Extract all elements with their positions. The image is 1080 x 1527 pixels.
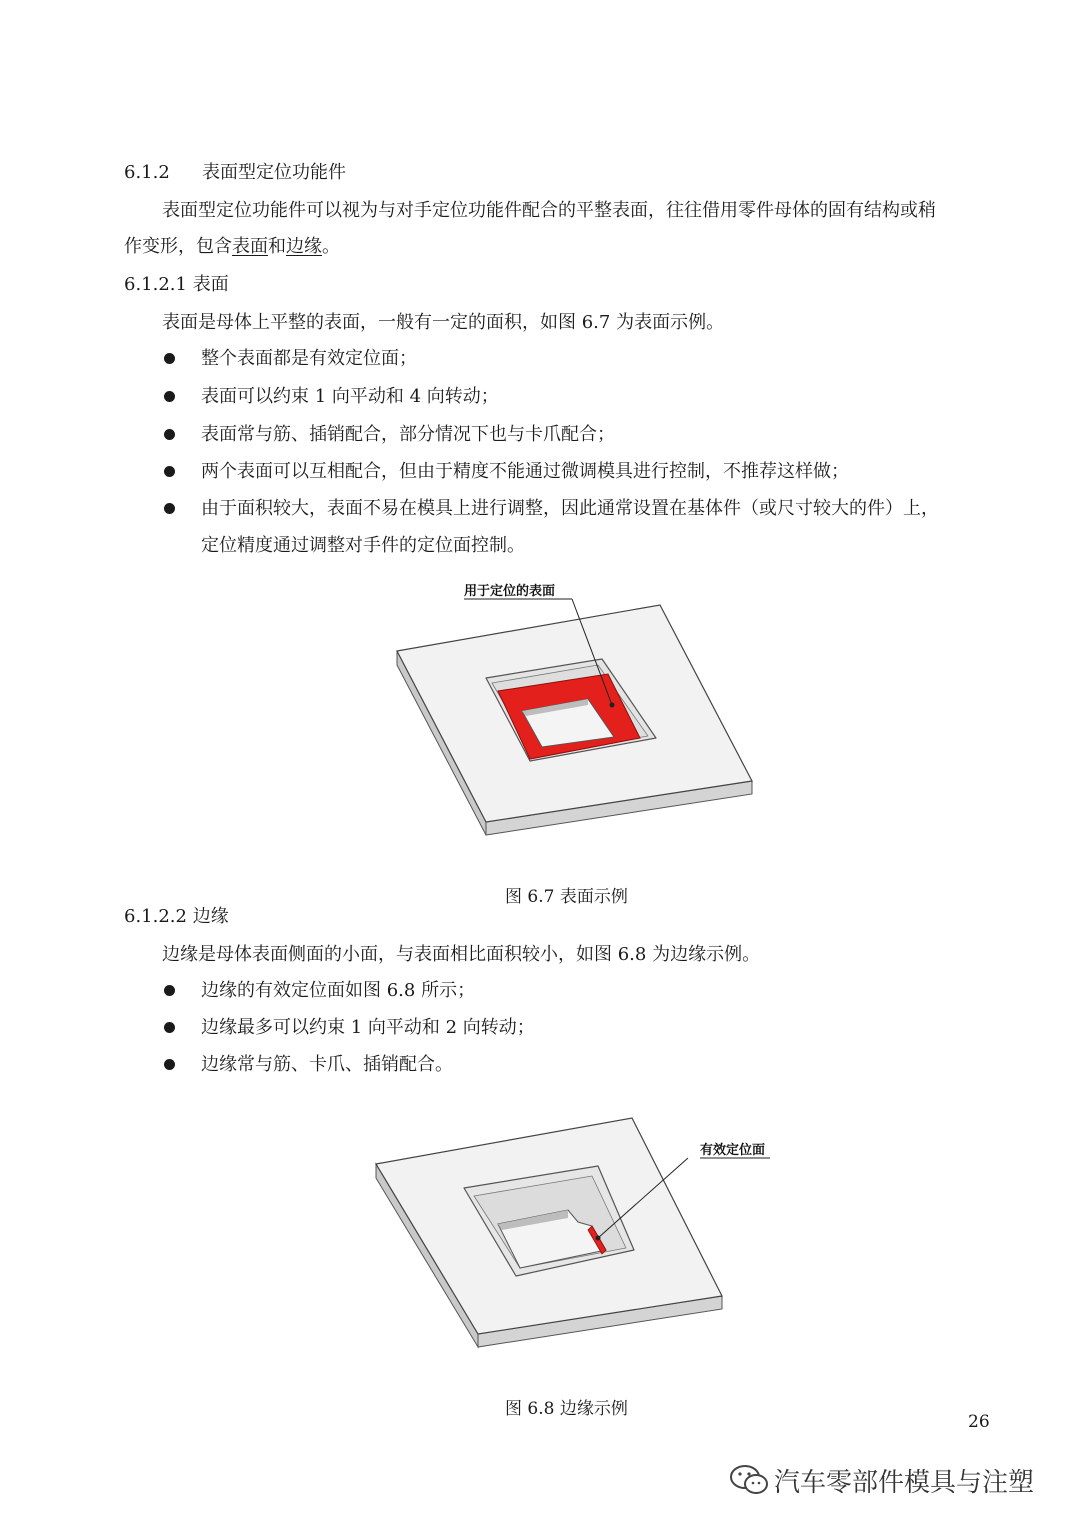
figure-edge-label: 有效定位面: [700, 1143, 766, 1158]
surface-bullet-3: 表面常与筋、插销配合，部分情况下也与卡爪配合；: [201, 424, 615, 445]
link-surface[interactable]: 表面: [232, 236, 268, 257]
surface-bullet-2: 表面可以约束 1 向平动和 4 向转动；: [201, 386, 499, 407]
watermark: [728, 1462, 1058, 1498]
intro-line-2: [124, 234, 340, 260]
link-edge[interactable]: 边缘: [286, 236, 322, 257]
figure-surface-example: [380, 575, 780, 845]
watermark-text: 汽车零部件模具与注塑: [774, 1468, 1035, 1498]
surface-bullet-4: 两个表面可以互相配合，但由于精度不能通过微调模具进行控制，不推荐这样做；: [201, 461, 849, 482]
subsection-surface-heading: 6.1.2.1 表面: [124, 274, 229, 295]
bullet-dot: [164, 391, 175, 402]
figure-caption-6-8: 图 6.8 边缘示例: [505, 1399, 628, 1419]
intro-line-1: 表面型定位功能件可以视为与对手定位功能件配合的平整表面，往往借用零件母体的固有结构或稍: [162, 200, 936, 221]
intro-conjunction: 和: [268, 236, 286, 257]
leader-dot: [596, 1236, 601, 1241]
section-title: 表面型定位功能件: [202, 162, 346, 183]
intro-end: 。: [322, 236, 340, 257]
bullet-dot: [164, 429, 175, 440]
surface-bullet-1: 整个表面都是有效定位面；: [201, 348, 417, 369]
figure-edge-example: [370, 1110, 790, 1355]
surface-description: 表面是母体上平整的表面，一般有一定的面积，如图 6.7 为表面示例。: [162, 312, 725, 333]
section-number: 6.1.2: [124, 162, 170, 183]
wechat-icon: [728, 1462, 772, 1498]
edge-bullet-1: 边缘的有效定位面如图 6.8 所示；: [201, 980, 476, 1001]
bullet-dot: [164, 985, 175, 996]
bullet-dot: [164, 353, 175, 364]
edge-description: 边缘是母体表面侧面的小面，与表面相比面积较小，如图 6.8 为边缘示例。: [162, 944, 761, 965]
edge-bullet-3: 边缘常与筋、卡爪、插销配合。: [201, 1054, 453, 1075]
surface-bullet-5-cont: 定位精度通过调整对手件的定位面控制。: [201, 535, 525, 556]
figure-surface-label: 用于定位的表面: [464, 584, 556, 599]
surface-bullet-5: 由于面积较大，表面不易在模具上进行调整，因此通常设置在基体件（或尺寸较大的件）上，: [201, 498, 939, 519]
bullet-dot: [164, 1022, 175, 1033]
bullet-dot: [164, 503, 175, 514]
edge-bullet-2: 边缘最多可以约束 1 向平动和 2 向转动；: [201, 1017, 535, 1038]
bullet-dot: [164, 466, 175, 477]
bullet-dot: [164, 1059, 175, 1070]
intro-text: 作变形，包含: [124, 236, 232, 257]
subsection-edge-heading: 6.1.2.2 边缘: [124, 906, 229, 927]
figure-caption-6-7: 图 6.7 表面示例: [505, 887, 628, 907]
page-number: 26: [968, 1412, 990, 1432]
leader-dot: [610, 703, 615, 708]
